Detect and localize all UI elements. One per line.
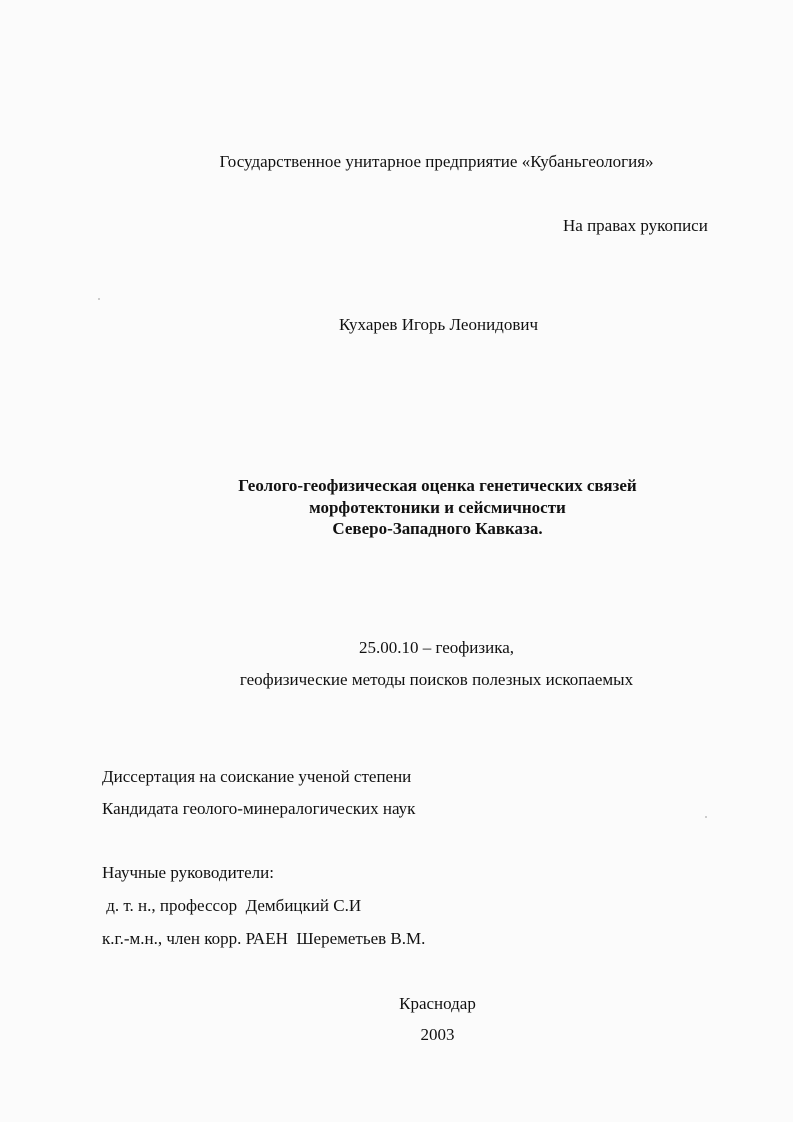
scan-speck bbox=[98, 298, 100, 300]
degree-line-2: Кандидата геолого-минералогических наук bbox=[102, 799, 416, 818]
specialty-code: 25.00.10 – геофизика, bbox=[358, 638, 515, 657]
title-line-3: Северо-Западного Кавказа. bbox=[332, 519, 543, 538]
supervisor-2: к.г.-м.н., член корр. РАЕН Шереметьев В.М. bbox=[102, 929, 426, 948]
degree-line-1: Диссертация на соискание ученой степени bbox=[102, 767, 412, 786]
specialty-description: геофизические методы поисков полезных ископаемых bbox=[239, 670, 634, 689]
city: Краснодар bbox=[399, 994, 476, 1013]
supervisors-heading: Научные руководители: bbox=[102, 863, 274, 882]
year: 2003 bbox=[420, 1025, 455, 1044]
manuscript-rights-note: На правах рукописи bbox=[563, 216, 708, 235]
scan-speck bbox=[705, 816, 707, 818]
title-line-1: Геолого-геофизическая оценка генетических связей bbox=[238, 476, 637, 495]
title-line-2: морфотектоники и сейсмичности bbox=[309, 498, 566, 517]
organization-name: Государственное унитарное предприятие «Кубаньгеология» bbox=[219, 152, 654, 171]
author-name: Кухарев Игорь Леонидович bbox=[338, 315, 538, 334]
supervisor-1: д. т. н., профессор Дембицкий С.И bbox=[102, 896, 362, 915]
